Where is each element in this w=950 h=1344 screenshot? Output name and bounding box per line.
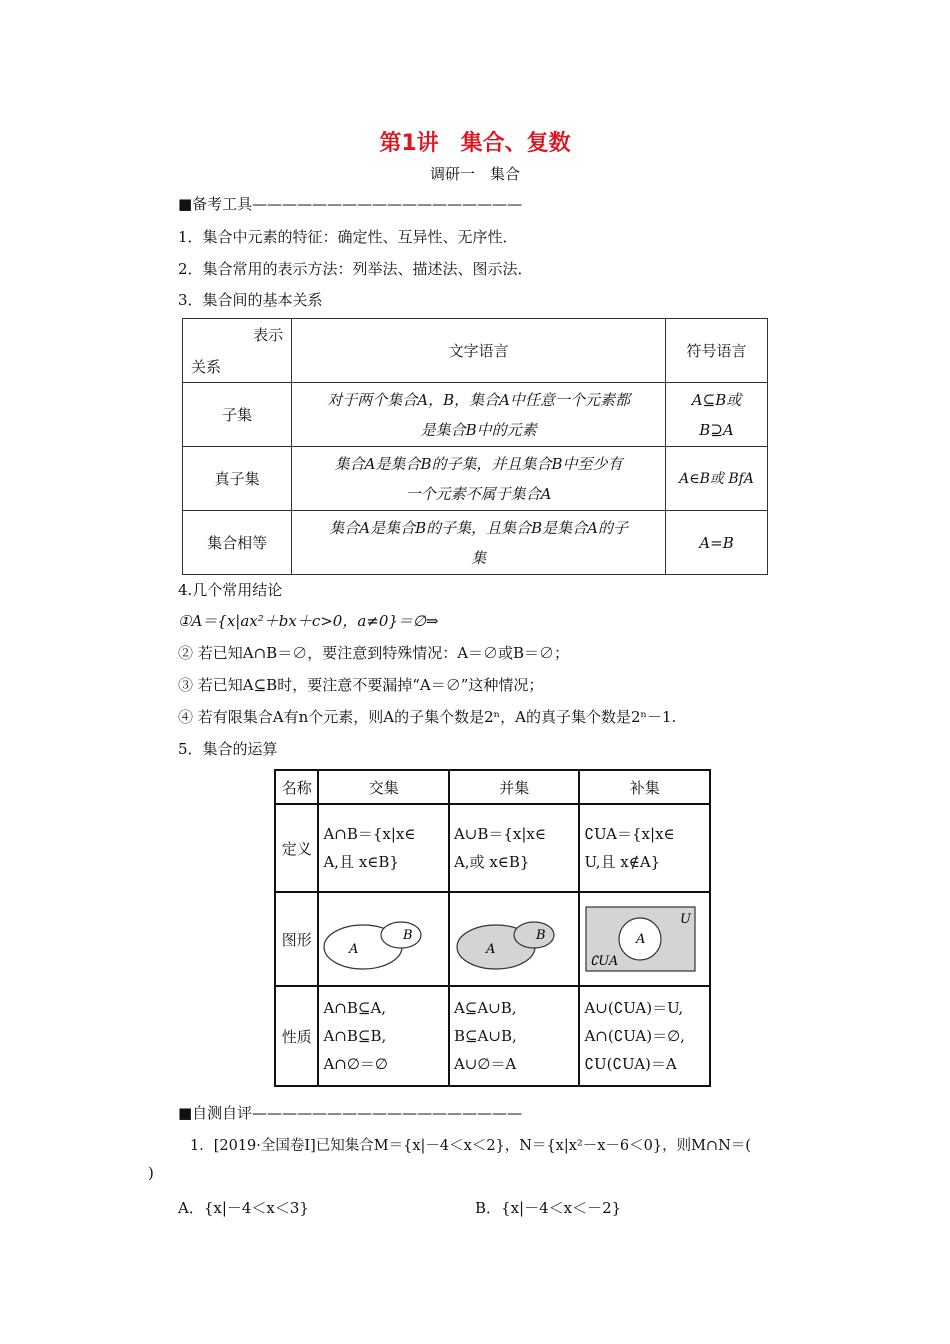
relation-name: 真子集	[183, 447, 292, 511]
venn-label-b: B	[535, 928, 546, 943]
row-label-definition: 定义	[275, 804, 318, 892]
relation-name: 集合相等	[183, 511, 292, 575]
diag-header-cell	[183, 319, 292, 383]
item-3: 3．集合间的基本关系	[178, 291, 323, 309]
ops-title: 5．集合的运算	[178, 740, 278, 758]
table-row	[275, 892, 710, 986]
table-row	[183, 511, 768, 575]
header-intersection: 交集	[318, 770, 449, 804]
venn-label-a: A	[349, 942, 359, 957]
conclusion-2: ② 若已知A∩B＝∅，要注意到特殊情况：A＝∅或B＝∅；	[178, 644, 570, 662]
relation-symbol: A=B	[666, 511, 768, 575]
definition-intersection: A∩B＝{x|x∈ A,且 x∈B}	[318, 804, 449, 892]
venn-label-a: A	[636, 932, 646, 947]
section-header-tools: ■备考工具——————————————————	[178, 195, 523, 213]
relation-text: 集合A是集合B的子集，并且集合B中至少有 一个元素不属于集合A	[292, 447, 666, 511]
venn-label-a: A	[485, 942, 496, 957]
header-name: 名称	[275, 770, 318, 804]
venn-intersection	[318, 892, 449, 986]
relation-text: 对于两个集合A，B，集合A中任意一个元素都 是集合B中的元素	[292, 383, 666, 447]
venn-union	[449, 892, 580, 986]
question-1-paren: )	[148, 1164, 154, 1182]
table-row	[275, 986, 710, 1086]
relation-text: 集合A是集合B的子集，且集合B是集合A的子 集	[292, 511, 666, 575]
header-symbol-language: 符号语言	[666, 319, 768, 383]
header-bottom-label: 关系	[191, 357, 222, 376]
row-label-figure: 图形	[275, 892, 318, 986]
relation-name: 子集	[183, 383, 292, 447]
header-complement: 补集	[579, 770, 710, 804]
header-text-language: 文字语言	[292, 319, 666, 383]
definition-complement: ∁UA＝{x|x∈ U,且 x∉A}	[579, 804, 710, 892]
relation-symbol: A∈B或 BfA	[666, 447, 768, 511]
option-b: B．{x|－4＜x＜－2}	[475, 1199, 622, 1217]
section-header-self-test: ■自测自评——————————————————	[178, 1104, 523, 1122]
section-subtitle: 调研一 集合	[429, 165, 520, 183]
table-row	[275, 804, 710, 892]
conclusion-3: ③ 若已知A⊆B时，要注意不要漏掉“A＝∅”这种情况；	[178, 676, 544, 694]
definition-union: A∪B＝{x|x∈ A,或 x∈B}	[449, 804, 580, 892]
venn-label-u: U	[680, 912, 692, 927]
venn-complement	[579, 892, 710, 986]
properties-complement: A∪(∁UA)＝U, A∩(∁UA)＝∅, ∁U(∁UA)＝A	[579, 986, 710, 1086]
properties-union: A⊆A∪B, B⊆A∪B, A∪∅＝A	[449, 986, 580, 1086]
venn-label-complement: ∁UA	[590, 954, 619, 969]
question-1: 1．[2019·全国卷Ⅰ]已知集合M＝{x|－4＜x＜2}，N＝{x|x²－x－6＜0}，则M∩N＝(	[190, 1138, 751, 1154]
option-a: A．{x|－4＜x＜3}	[178, 1199, 309, 1217]
header-top-label: 表示	[253, 325, 284, 344]
set-operations-table	[274, 769, 711, 1087]
relation-table	[182, 318, 768, 575]
conclusions-title: 4.几个常用结论	[178, 581, 283, 599]
row-label-properties: 性质	[275, 986, 318, 1086]
properties-intersection: A∩B⊆A, A∩B⊆B, A∩∅＝∅	[318, 986, 449, 1086]
conclusion-4: ④ 若有限集合A有n个元素，则A的子集个数是2ⁿ，A的真子集个数是2ⁿ－1.	[178, 708, 677, 726]
page-title: 第1讲 集合、复数	[379, 131, 571, 156]
item-2: 2．集合常用的表示方法：列举法、描述法、图示法．	[178, 260, 533, 278]
venn-label-b: B	[403, 928, 414, 943]
relation-symbol: A⊆B或 B⊇A	[666, 383, 768, 447]
header-union: 并集	[449, 770, 580, 804]
conclusion-1: ①A＝{x|ax²＋bx＋c>0，a≠0}＝∅⇒	[178, 612, 439, 630]
table-row	[183, 383, 768, 447]
item-1: 1．集合中元素的特征：确定性、互异性、无序性．	[178, 228, 518, 246]
table-row	[183, 447, 768, 511]
